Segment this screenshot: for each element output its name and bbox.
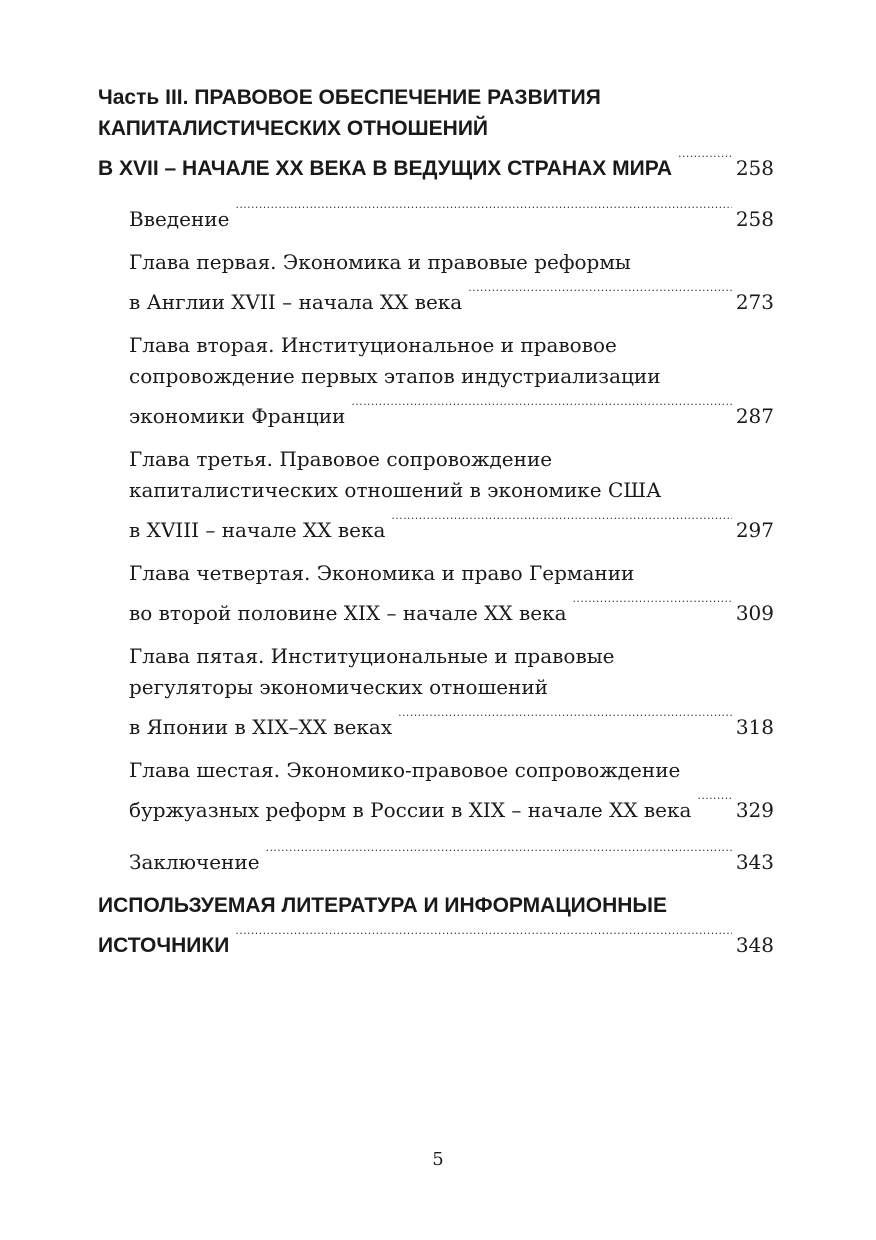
toc-leader-line	[129, 506, 774, 546]
toc-line: во второй половине XIX – начале XX века	[129, 601, 567, 625]
toc-line: капиталистических отношений в экономике США	[129, 478, 662, 502]
toc-page-number: 348	[735, 933, 774, 957]
toc-chapter-1[interactable]	[98, 247, 774, 318]
toc-line: в XVIII – начале XX века	[129, 518, 386, 542]
toc-line: Глава вторая. Институциональное и правовое	[129, 333, 617, 357]
toc-chapter-3[interactable]	[98, 444, 774, 546]
toc-leader-line	[129, 786, 774, 826]
dot-leader	[697, 786, 731, 817]
dot-leader	[573, 589, 732, 620]
toc-page-number: 297	[735, 518, 774, 542]
toc-line: в Англии XVII – начала XX века	[129, 290, 463, 314]
toc-page-number: 318	[735, 715, 774, 739]
toc-line: В XVII – НАЧАЛЕ XX ВЕКА В ВЕДУЩИХ СТРАНАХ МИРА	[98, 157, 673, 180]
toc-line: Глава пятая. Институциональные и правовые	[129, 644, 615, 668]
toc-line: экономики Франции	[129, 404, 346, 428]
toc-line: Заключение	[129, 850, 260, 874]
toc-line: Глава шестая. Экономико-правовое сопровождение	[129, 758, 681, 782]
dot-leader	[391, 506, 731, 537]
toc-line: ИСПОЛЬЗУЕМАЯ ЛИТЕРАТУРА И ИНФОРМАЦИОННЫЕ	[98, 894, 667, 917]
page-number: 5	[432, 1149, 444, 1170]
toc-page-number: 329	[735, 798, 774, 822]
toc-line: регуляторы экономических отношений	[129, 675, 549, 699]
toc-chapter-4[interactable]	[98, 558, 774, 629]
toc-line: Глава третья. Правовое сопровождение	[129, 447, 553, 471]
dot-leader	[235, 921, 732, 952]
toc-chapter-6[interactable]	[98, 755, 774, 826]
toc-line: Глава четвертая. Экономика и право Германии	[129, 561, 635, 585]
toc-leader-line	[129, 589, 774, 629]
toc-leader-line	[129, 195, 774, 235]
toc-page-number: 258	[735, 156, 774, 180]
toc-leader-line	[129, 392, 774, 432]
table-of-contents	[98, 82, 774, 961]
toc-leader-line	[129, 838, 774, 878]
dot-leader	[266, 838, 732, 869]
toc-introduction[interactable]	[98, 195, 774, 235]
toc-page-number: 309	[735, 601, 774, 625]
dot-leader	[235, 195, 731, 226]
dot-leader	[468, 278, 732, 309]
toc-page-number: 287	[735, 404, 774, 428]
toc-line: ИСТОЧНИКИ	[98, 934, 230, 957]
toc-page-number: 258	[735, 207, 774, 231]
toc-leader-line	[129, 703, 774, 743]
toc-part-iii[interactable]	[98, 82, 774, 184]
toc-page-number: 343	[735, 850, 774, 874]
toc-page-number: 273	[735, 290, 774, 314]
toc-line: сопровождение первых этапов индустриализации	[129, 364, 661, 388]
dot-leader	[351, 392, 731, 423]
toc-leader-line	[129, 278, 774, 318]
toc-leader-line	[98, 921, 774, 961]
toc-line: Часть III. ПРАВОВОЕ ОБЕСПЕЧЕНИЕ РАЗВИТИЯ	[98, 86, 601, 109]
dot-leader	[398, 703, 732, 734]
toc-leader-line	[98, 144, 774, 184]
dot-leader	[678, 144, 732, 175]
toc-line: в Японии в XIX–XX веках	[129, 715, 393, 739]
toc-chapter-2[interactable]	[98, 330, 774, 432]
toc-line: буржуазных реформ в России в XIX – начале XX века	[129, 798, 692, 822]
toc-line: КАПИТАЛИСТИЧЕСКИХ ОТНОШЕНИЙ	[98, 117, 489, 140]
toc-line: Глава первая. Экономика и правовые реформы	[129, 250, 631, 274]
toc-line: Введение	[129, 207, 230, 231]
toc-bibliography[interactable]	[98, 890, 774, 961]
toc-conclusion[interactable]	[98, 838, 774, 878]
toc-chapter-5[interactable]	[98, 641, 774, 743]
